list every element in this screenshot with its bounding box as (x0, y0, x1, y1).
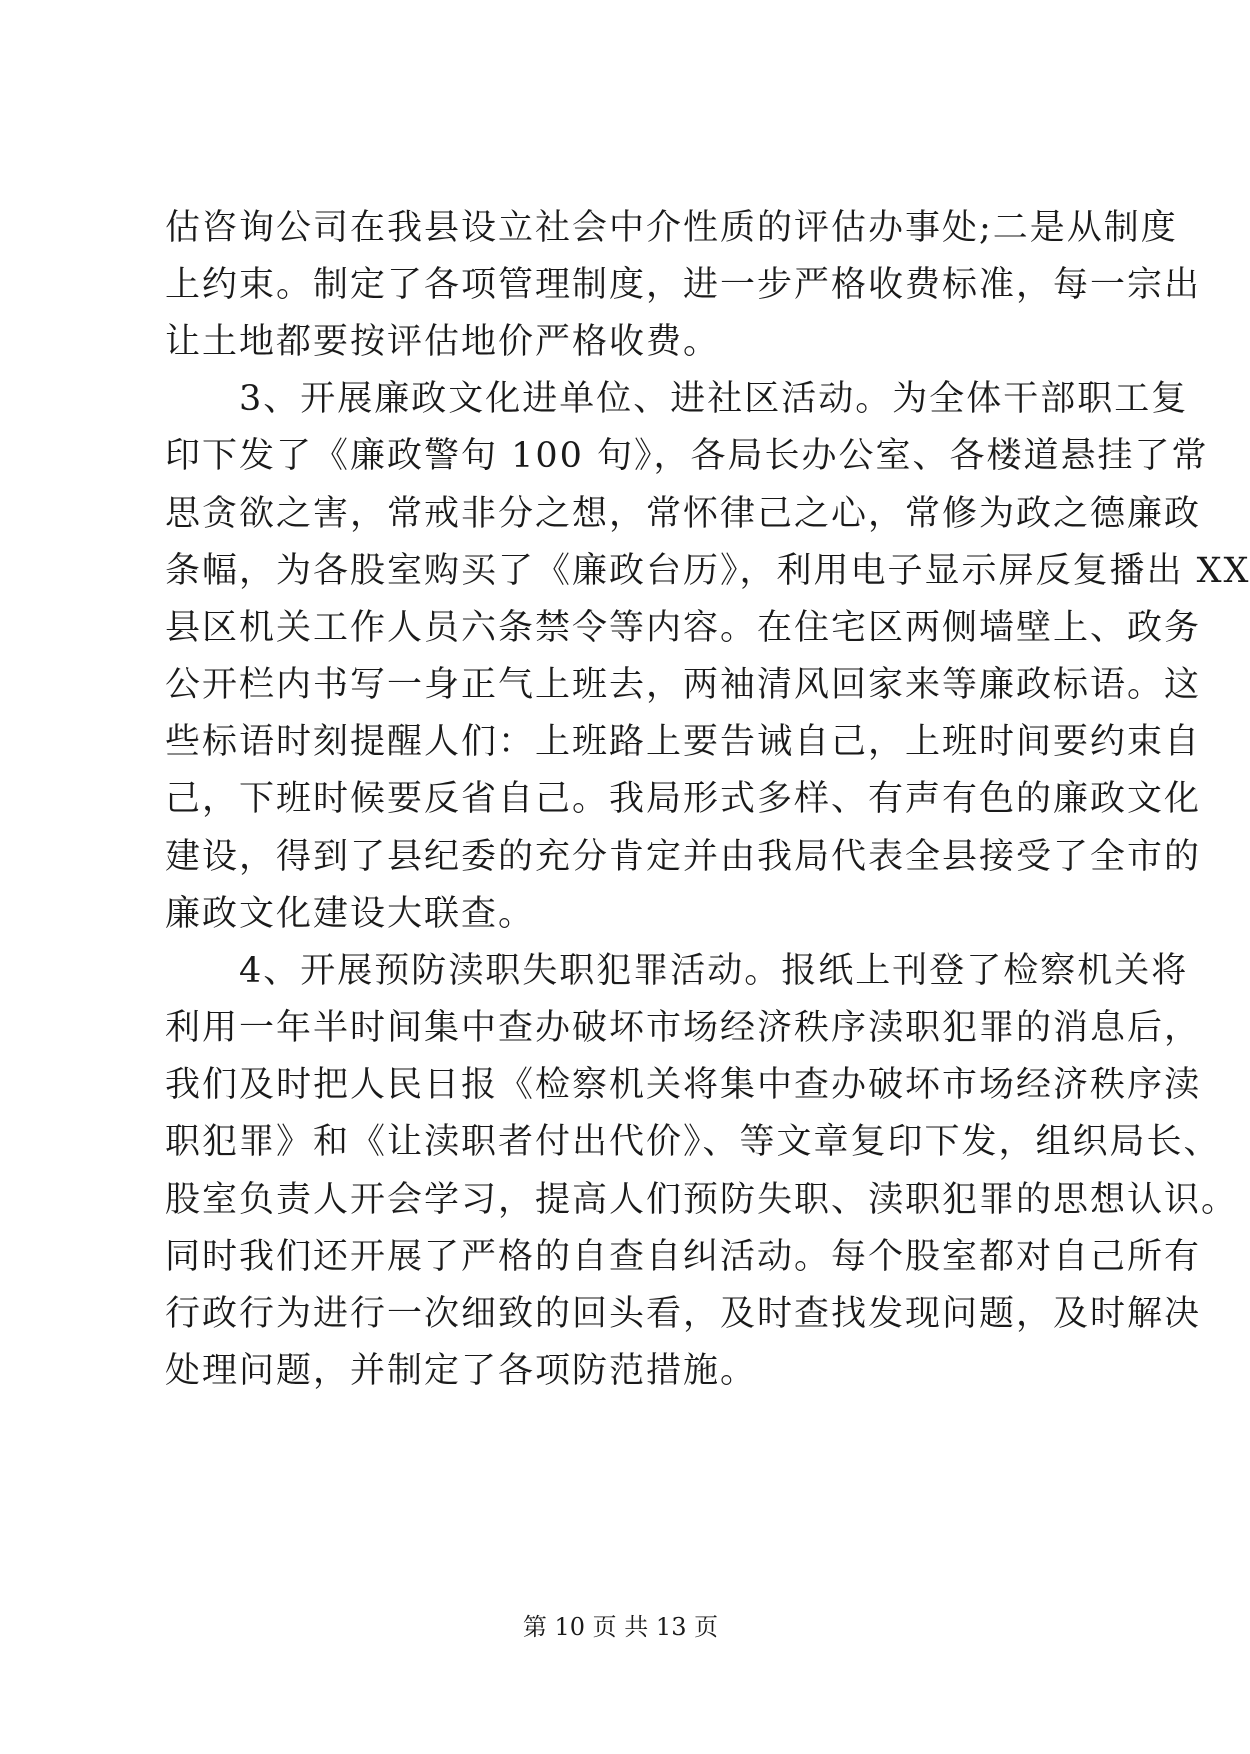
text-line: 估咨询公司在我县设立社会中介性质的评估办事处;二是从制度 (165, 208, 1178, 248)
page-number-footer: 第 10 页 共 13 页 (522, 1613, 719, 1641)
text-line: 3、开展廉政文化进单位、进社区活动。为全体干部职工复 (165, 379, 1189, 419)
text-line: 股室负责人开会学习，提高人们预防失职、渎职犯罪的思想认识。 (165, 1180, 1239, 1220)
text-line: 思贪欲之害，常戒非分之想，常怀律己之心，常修为政之德廉政 (165, 494, 1202, 534)
text-line: 县区机关工作人员六条禁令等内容。在住宅区两侧墙壁上、政务 (165, 608, 1202, 648)
text-line: 行政行为进行一次细致的回头看，及时查找发现问题，及时解决 (165, 1294, 1202, 1334)
text-line: 条幅，为各股室购买了《廉政台历》，利用电子显示屏反复播出 XX (165, 551, 1250, 591)
text-line: 我们及时把人民日报《检察机关将集中查办破坏市场经济秩序渎 (165, 1065, 1202, 1105)
text-line: 建设，得到了县纪委的充分肯定并由我局代表全县接受了全市的 (165, 837, 1202, 877)
text-line: 廉政文化建设大联查。 (165, 894, 536, 934)
text-line: 让土地都要按评估地价严格收费。 (165, 322, 721, 362)
text-line: 公开栏内书写一身正气上班去，两袖清风回家来等廉政标语。这 (165, 665, 1202, 705)
text-line: 己，下班时候要反省自己。我局形式多样、有声有色的廉政文化 (165, 779, 1202, 819)
text-line: 同时我们还开展了严格的自查自纠活动。每个股室都对自己所有 (165, 1237, 1202, 1277)
text-line: 利用一年半时间集中查办破坏市场经济秩序渎职犯罪的消息后， (165, 1008, 1202, 1048)
text-line: 4、开展预防渎职失职犯罪活动。报纸上刊登了检察机关将 (165, 951, 1189, 991)
text-line: 上约束。制定了各项管理制度，进一步严格收费标准，每一宗出 (165, 265, 1202, 305)
text-line: 处理问题，并制定了各项防范措施。 (165, 1351, 758, 1391)
text-line: 印下发了《廉政警句 100 句》，各局长办公室、各楼道悬挂了常 (165, 436, 1209, 476)
text-line: 职犯罪》和《让渎职者付出代价》、等文章复印下发，组织局长、 (165, 1122, 1221, 1162)
text-line: 些标语时刻提醒人们：上班路上要告诫自己，上班时间要约束自 (165, 722, 1202, 762)
